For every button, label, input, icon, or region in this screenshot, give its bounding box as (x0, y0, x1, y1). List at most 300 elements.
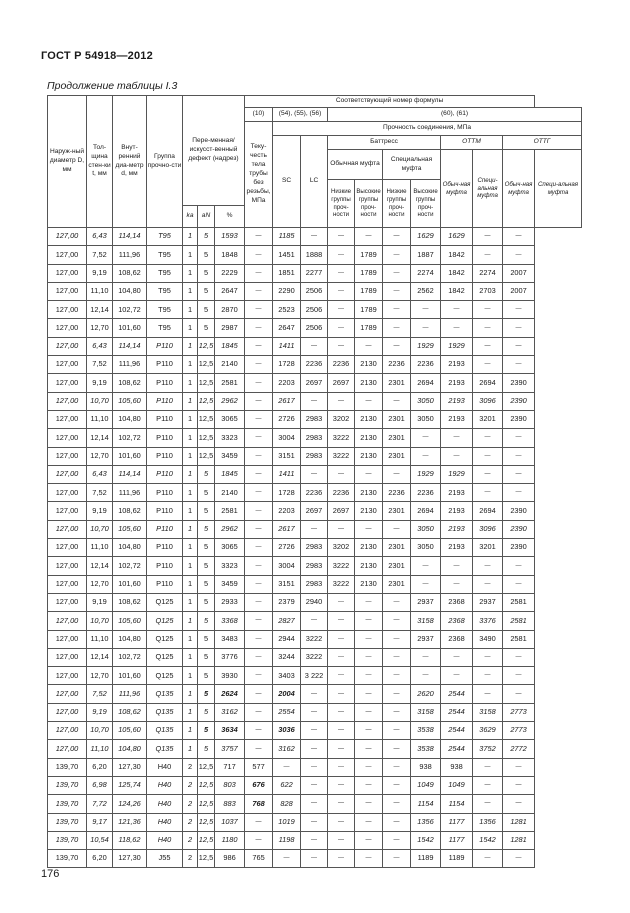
table-cell: — (245, 593, 273, 611)
table-cell: — (411, 429, 441, 447)
table-row (48, 648, 582, 666)
table-cell: 1 (183, 410, 198, 428)
table-cell: — (355, 722, 383, 740)
table-cell: — (411, 319, 441, 337)
table-cell: 2 (183, 813, 198, 831)
table-cell: 2130 (355, 447, 383, 465)
table-cell: — (383, 685, 411, 703)
table-cell: 2617 (273, 392, 301, 410)
table-cell: — (245, 301, 273, 319)
table-cell: 2983 (301, 410, 328, 428)
table-cell: 1356 (473, 813, 503, 831)
table-cell: 12,5 (198, 392, 215, 410)
table-cell: — (301, 703, 328, 721)
table-cell: 139,70 (48, 850, 87, 868)
table-cell: — (328, 685, 355, 703)
table-cell: 111,96 (113, 246, 147, 264)
table-cell: 12,5 (198, 831, 215, 849)
table-row (48, 301, 582, 319)
table-cell: 3050 (411, 539, 441, 557)
table-cell: 1411 (273, 337, 301, 355)
table-cell: 2301 (383, 557, 411, 575)
table-cell: 114,14 (113, 228, 147, 246)
table-cell: 2390 (503, 374, 535, 392)
table-cell: — (328, 703, 355, 721)
table-cell: — (328, 246, 355, 264)
col-ka: ka (183, 206, 198, 228)
table-cell: — (328, 264, 355, 282)
table-cell: — (503, 301, 535, 319)
table-cell: — (473, 685, 503, 703)
table-cell: — (355, 795, 383, 813)
table-row (48, 758, 582, 776)
table-cell: 1154 (411, 795, 441, 813)
table-cell: 2983 (301, 429, 328, 447)
table-cell: 2130 (355, 374, 383, 392)
table-cell: 101,60 (113, 667, 147, 685)
table-cell: — (503, 429, 535, 447)
table-cell: 2368 (441, 612, 473, 630)
table-cell: 6,20 (87, 850, 113, 868)
table-cell: 104,80 (113, 410, 147, 428)
table-cell: 127,00 (48, 447, 87, 465)
table-cell: 938 (411, 758, 441, 776)
table-cell: 2236 (328, 356, 355, 374)
table-cell: 2620 (411, 685, 441, 703)
table-cell: — (383, 593, 411, 611)
table-cell: — (328, 776, 355, 794)
table-cell: 7,52 (87, 246, 113, 264)
table-cell: 127,00 (48, 282, 87, 300)
table-cell: — (328, 630, 355, 648)
table-cell: — (441, 319, 473, 337)
table-cell: 2379 (273, 593, 301, 611)
table-cell: 2193 (441, 374, 473, 392)
table-cell: — (383, 337, 411, 355)
table-row (48, 722, 582, 740)
table-cell: 10,70 (87, 520, 113, 538)
table-cell: 127,30 (113, 850, 147, 868)
table-cell: — (245, 356, 273, 374)
table-cell: 5 (198, 520, 215, 538)
table-cell: 2506 (301, 319, 328, 337)
table-cell: 5 (198, 722, 215, 740)
table-cell: 104,80 (113, 740, 147, 758)
table-cell: 1789 (355, 282, 383, 300)
table-cell: — (503, 465, 535, 483)
table-cell: 676 (245, 776, 273, 794)
table-cell: 3538 (411, 740, 441, 758)
table-cell: 2236 (383, 484, 411, 502)
table-cell: 2390 (503, 392, 535, 410)
table-cell: 2506 (301, 282, 328, 300)
table-cell: 2694 (411, 374, 441, 392)
table-cell: Q125 (147, 593, 183, 611)
table-cell: 1411 (273, 465, 301, 483)
table-cell: 3222 (301, 630, 328, 648)
table-cell: P110 (147, 465, 183, 483)
table-row (48, 392, 582, 410)
table-cell: 3096 (473, 392, 503, 410)
col-an: aN (198, 206, 215, 228)
table-cell: 12,5 (198, 429, 215, 447)
table-cell: 12,70 (87, 667, 113, 685)
table-row (48, 557, 582, 575)
table-cell: — (473, 667, 503, 685)
table-cell: 5 (198, 667, 215, 685)
table-cell: 2007 (503, 264, 535, 282)
table-cell: 5 (198, 630, 215, 648)
table-cell: 6,98 (87, 776, 113, 794)
table-cell: 2274 (411, 264, 441, 282)
table-cell: 127,00 (48, 337, 87, 355)
table-row (48, 374, 582, 392)
table-cell: 121,36 (113, 813, 147, 831)
table-cell: — (328, 758, 355, 776)
strength-group-header: Прочность соединения, МПа (273, 122, 582, 136)
table-cell: 5 (198, 539, 215, 557)
table-cell: 1 (183, 502, 198, 520)
table-cell: — (328, 795, 355, 813)
table-cell: — (245, 465, 273, 483)
table-cell: 3776 (215, 648, 245, 666)
table-cell: — (411, 667, 441, 685)
table-cell: 1356 (411, 813, 441, 831)
table-cell: 883 (215, 795, 245, 813)
table-cell: 5 (198, 264, 215, 282)
table-cell: — (411, 301, 441, 319)
table-cell: 2937 (473, 593, 503, 611)
table-cell: 139,70 (48, 813, 87, 831)
table-cell: 127,00 (48, 465, 87, 483)
table-cell: — (441, 575, 473, 593)
table-cell: 2390 (503, 539, 535, 557)
table-cell: 5 (198, 557, 215, 575)
table-cell: 2301 (383, 502, 411, 520)
table-cell: 11,10 (87, 740, 113, 758)
table-cell: 127,00 (48, 722, 87, 740)
table-cell: — (383, 813, 411, 831)
buttress-regular-low: Низкие группы проч-ности (328, 180, 355, 228)
table-cell: 717 (215, 758, 245, 776)
table-cell: 127,00 (48, 246, 87, 264)
table-cell: 104,80 (113, 282, 147, 300)
table-cell: 127,00 (48, 703, 87, 721)
table-cell: 3162 (273, 740, 301, 758)
table-cell: 127,00 (48, 319, 87, 337)
table-cell: — (383, 282, 411, 300)
table-cell: 5 (198, 301, 215, 319)
table-cell: Q135 (147, 703, 183, 721)
table-cell: 3036 (273, 722, 301, 740)
table-cell: 1049 (441, 776, 473, 794)
table-cell: 127,00 (48, 685, 87, 703)
table-cell: 1 (183, 447, 198, 465)
table-cell: 11,10 (87, 630, 113, 648)
table-cell: 3201 (473, 539, 503, 557)
table-cell: — (355, 850, 383, 868)
table-cell: — (355, 813, 383, 831)
table-cell: — (473, 319, 503, 337)
table-cell: 3158 (411, 612, 441, 630)
table-cell: 124,26 (113, 795, 147, 813)
table-cell: 3065 (215, 410, 245, 428)
table-cell: 2703 (473, 282, 503, 300)
table-cell: — (328, 301, 355, 319)
table-cell: 3490 (473, 630, 503, 648)
table-cell: — (245, 429, 273, 447)
table-row (48, 667, 582, 685)
table-cell: — (245, 557, 273, 575)
table-row (48, 356, 582, 374)
table-cell: — (473, 648, 503, 666)
table-cell: 102,72 (113, 429, 147, 447)
table-cell: 2962 (215, 392, 245, 410)
table-cell: 3050 (411, 410, 441, 428)
table-cell: 108,62 (113, 593, 147, 611)
table-cell: 2962 (215, 520, 245, 538)
table-cell: — (328, 337, 355, 355)
table-cell: 1 (183, 429, 198, 447)
table-cell: 3459 (215, 575, 245, 593)
table-cell: — (383, 301, 411, 319)
table-cell: P110 (147, 484, 183, 502)
table-cell: 127,00 (48, 502, 87, 520)
buttress-header: Баттресс (328, 136, 441, 150)
table-cell: 1177 (441, 813, 473, 831)
table-cell: 765 (245, 850, 273, 868)
table-cell: 6,20 (87, 758, 113, 776)
table-cell: — (473, 337, 503, 355)
table-cell: 5 (198, 319, 215, 337)
table-cell: 127,00 (48, 301, 87, 319)
table-cell: 1542 (473, 831, 503, 849)
table-cell: 2544 (441, 740, 473, 758)
ottg-special-coupling: Специ-альная муфта (535, 150, 582, 228)
table-cell: — (383, 776, 411, 794)
table-cell: 11,10 (87, 539, 113, 557)
table-cell: — (383, 264, 411, 282)
table-cell: 1 (183, 539, 198, 557)
table-cell: — (503, 575, 535, 593)
table-cell: 1 (183, 722, 198, 740)
table-cell: 111,96 (113, 356, 147, 374)
table-cell: 111,96 (113, 685, 147, 703)
table-cell: 12,5 (198, 758, 215, 776)
table-cell: 127,00 (48, 539, 87, 557)
table-cell: — (301, 758, 328, 776)
table-cell: — (503, 319, 535, 337)
table-cell: 2130 (355, 502, 383, 520)
table-cell: T95 (147, 228, 183, 246)
table-cell: — (411, 648, 441, 666)
table-cell: — (245, 447, 273, 465)
table-cell: 2697 (328, 502, 355, 520)
table-cell: 1 (183, 648, 198, 666)
table-cell: — (441, 667, 473, 685)
table-cell: — (441, 447, 473, 465)
table-cell: 1177 (441, 831, 473, 849)
table-cell: 127,00 (48, 429, 87, 447)
table-cell: 2203 (273, 502, 301, 520)
table-cell: 9,19 (87, 703, 113, 721)
table-cell: 3151 (273, 447, 301, 465)
table-cell: 2193 (441, 410, 473, 428)
table-cell: 1 (183, 374, 198, 392)
table-cell: 1 (183, 575, 198, 593)
table-cell: — (328, 850, 355, 868)
table-cell: H40 (147, 776, 183, 794)
table-cell: 10,70 (87, 392, 113, 410)
table-row (48, 228, 582, 246)
table-cell: 12,5 (198, 374, 215, 392)
table-cell: — (355, 831, 383, 849)
table-cell: 1888 (301, 246, 328, 264)
ottg-regular-coupling: Обыч-ная муфта (503, 150, 535, 228)
table-cell: — (301, 813, 328, 831)
pipe-strength-table (47, 95, 582, 868)
table-cell: 10,54 (87, 831, 113, 849)
table-cell: 12,14 (87, 429, 113, 447)
table-cell: — (355, 776, 383, 794)
table-cell: — (328, 831, 355, 849)
table-cell: 10,70 (87, 722, 113, 740)
table-cell: — (245, 374, 273, 392)
table-cell: 2581 (503, 612, 535, 630)
table-cell: — (473, 557, 503, 575)
table-cell: 1789 (355, 301, 383, 319)
table-cell: — (441, 301, 473, 319)
table-cell: — (473, 356, 503, 374)
table-cell: 101,60 (113, 447, 147, 465)
table-cell: 111,96 (113, 484, 147, 502)
table-cell: 127,00 (48, 484, 87, 502)
table-cell: 105,60 (113, 520, 147, 538)
table-cell: 2140 (215, 484, 245, 502)
table-cell: 1 (183, 557, 198, 575)
table-cell: 1848 (215, 246, 245, 264)
table-cell: 2130 (355, 575, 383, 593)
table-cell: — (355, 392, 383, 410)
table-cell: 2368 (441, 630, 473, 648)
table-cell: 3930 (215, 667, 245, 685)
table-cell: 2581 (215, 502, 245, 520)
table-cell: 2193 (441, 539, 473, 557)
table-cell: — (355, 703, 383, 721)
table-cell: 2726 (273, 410, 301, 428)
table-cell: — (245, 667, 273, 685)
table-cell: 5 (198, 703, 215, 721)
table-cell: — (328, 648, 355, 666)
table-cell: 139,70 (48, 795, 87, 813)
ottm-special-coupling: Специ-альная муфта (473, 150, 503, 228)
table-cell: — (473, 447, 503, 465)
table-cell: 2562 (411, 282, 441, 300)
col-pct: % (215, 206, 245, 228)
table-cell: 101,60 (113, 319, 147, 337)
table-cell: 1 (183, 685, 198, 703)
table-cell: — (328, 593, 355, 611)
table-cell: — (503, 776, 535, 794)
table-cell: — (273, 850, 301, 868)
table-cell: — (473, 429, 503, 447)
table-row (48, 813, 582, 831)
table-cell: 3222 (328, 557, 355, 575)
table-cell: 12,5 (198, 337, 215, 355)
table-cell: 2987 (215, 319, 245, 337)
table-cell: 118,62 (113, 831, 147, 849)
table-cell: P110 (147, 520, 183, 538)
table-cell: — (328, 722, 355, 740)
table-cell: — (355, 228, 383, 246)
table-cell: 5 (198, 648, 215, 666)
table-cell: 127,00 (48, 520, 87, 538)
table-cell: 12,14 (87, 301, 113, 319)
table-cell: 3158 (473, 703, 503, 721)
table-cell: 108,62 (113, 502, 147, 520)
table-cell: 1 (183, 264, 198, 282)
table-cell: 2290 (273, 282, 301, 300)
table-row (48, 630, 582, 648)
table-cell: — (301, 228, 328, 246)
table-cell: Q135 (147, 722, 183, 740)
table-cell: P110 (147, 337, 183, 355)
col-outer-diameter: Наруж-ный диаметр D, мм (48, 96, 87, 228)
table-cell: 6,43 (87, 337, 113, 355)
table-cell: 2773 (503, 703, 535, 721)
table-cell: — (328, 465, 355, 483)
table-cell: — (503, 484, 535, 502)
table-cell: 2301 (383, 374, 411, 392)
table-cell: P110 (147, 410, 183, 428)
formula-group-header: Соответствующий номер формулы (245, 96, 535, 108)
table-cell: J55 (147, 850, 183, 868)
table-cell: 104,80 (113, 630, 147, 648)
table-cell: — (328, 740, 355, 758)
table-cell: 2617 (273, 520, 301, 538)
table-body (48, 228, 582, 868)
table-cell: 5 (198, 282, 215, 300)
table-cell: — (473, 758, 503, 776)
table-cell: 127,30 (113, 758, 147, 776)
table-cell: 1 (183, 282, 198, 300)
table-cell: — (301, 520, 328, 538)
table-cell: 139,70 (48, 776, 87, 794)
table-cell: — (503, 356, 535, 374)
table-cell: 12,5 (198, 795, 215, 813)
table-cell: — (355, 648, 383, 666)
table-cell: — (441, 648, 473, 666)
table-cell: — (383, 722, 411, 740)
table-cell: — (473, 301, 503, 319)
table-cell: 1842 (441, 282, 473, 300)
table-cell: — (328, 520, 355, 538)
table-cell: 2 (183, 795, 198, 813)
table-cell: 2697 (301, 374, 328, 392)
table-cell: 2301 (383, 575, 411, 593)
table-cell: 2130 (355, 429, 383, 447)
table-cell: — (245, 410, 273, 428)
table-cell: 2544 (441, 703, 473, 721)
table-cell: — (301, 776, 328, 794)
table-cell: 3162 (215, 703, 245, 721)
table-cell: — (245, 831, 273, 849)
table-cell: 10,70 (87, 612, 113, 630)
table-cell: — (328, 392, 355, 410)
table-cell: — (503, 667, 535, 685)
table-cell: 12,5 (198, 410, 215, 428)
table-cell: 2940 (301, 593, 328, 611)
